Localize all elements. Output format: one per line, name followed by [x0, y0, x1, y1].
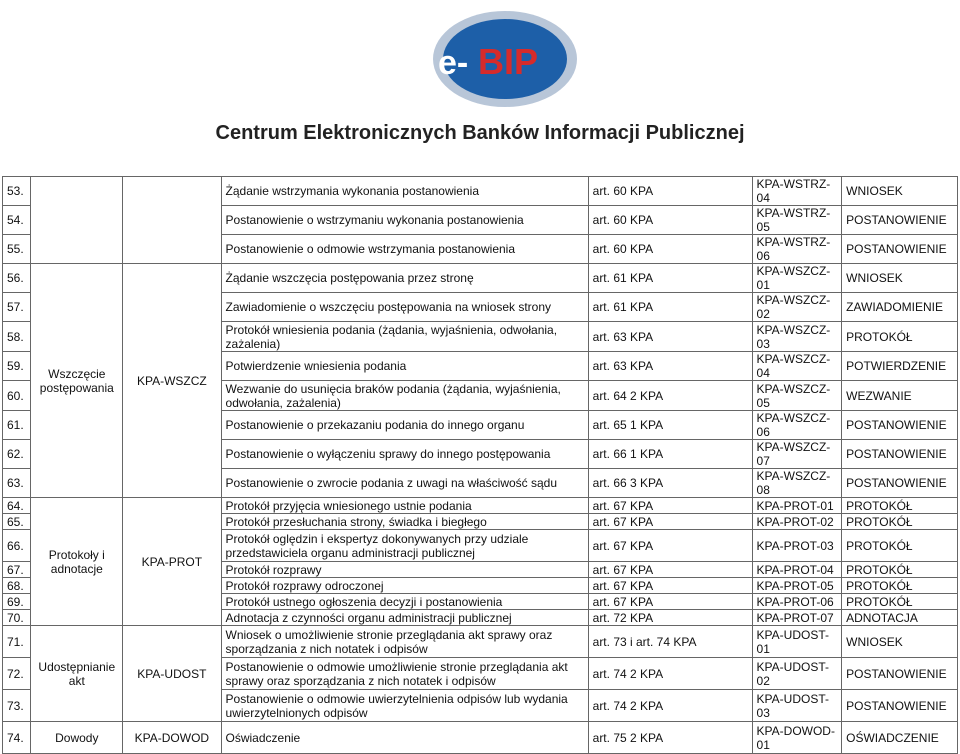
row-number: 70.	[3, 610, 31, 626]
row-code: KPA-PROT-07	[752, 610, 842, 626]
group-name: Udostępnianie akt	[31, 626, 123, 722]
row-article: art. 63 KPA	[588, 352, 752, 381]
row-description: Postanowienie o wyłączeniu sprawy do innego postępowania	[221, 440, 588, 469]
table-row	[3, 722, 958, 754]
row-type: POSTANOWIENIE	[842, 690, 958, 722]
row-type: POSTANOWIENIE	[842, 658, 958, 690]
group-code: KPA-WSZCZ	[123, 264, 221, 498]
row-description: Protokół wniesienia podania (żądania, wyjaśnienia, odwołania, zażalenia)	[221, 322, 588, 352]
row-description: Postanowienie o odmowie uwierzytelnienia odpisów lub wydania uwierzytelnionych odpisów	[221, 690, 588, 722]
row-description: Protokół oględzin i ekspertyz dokonywanych przy udziale przedstawiciela organu administracji publicznej	[221, 530, 588, 562]
row-article: art. 74 2 KPA	[588, 690, 752, 722]
row-code: KPA-UDOST-01	[752, 626, 842, 658]
row-type: WNIOSEK	[842, 626, 958, 658]
row-number: 66.	[3, 530, 31, 562]
row-article: art. 66 1 KPA	[588, 440, 752, 469]
row-type: POSTANOWIENIE	[842, 411, 958, 440]
row-number: 57.	[3, 293, 31, 322]
row-type: PROTOKÓŁ	[842, 322, 958, 352]
row-type: PROTOKÓŁ	[842, 578, 958, 594]
row-code: KPA-WSZCZ-02	[752, 293, 842, 322]
row-number: 74.	[3, 722, 31, 754]
row-number: 62.	[3, 440, 31, 469]
row-description: Postanowienie o odmowie umożliwienie stronie przeglądania akt sprawy oraz sporządzania z nich notatek i odpisów	[221, 658, 588, 690]
row-number: 65.	[3, 514, 31, 530]
group-name: Protokoły i adnotacje	[31, 498, 123, 626]
row-code: KPA-WSTRZ-05	[752, 206, 842, 235]
row-number: 67.	[3, 562, 31, 578]
row-description: Protokół rozprawy	[221, 562, 588, 578]
row-article: art. 74 2 KPA	[588, 658, 752, 690]
row-code: KPA-WSTRZ-04	[752, 177, 842, 206]
row-article: art. 67 KPA	[588, 578, 752, 594]
row-type: POSTANOWIENIE	[842, 440, 958, 469]
row-description: Protokół przyjęcia wniesionego ustnie podania	[221, 498, 588, 514]
row-code: KPA-DOWOD-01	[752, 722, 842, 754]
row-number: 68.	[3, 578, 31, 594]
row-code: KPA-PROT-02	[752, 514, 842, 530]
row-number: 60.	[3, 381, 31, 411]
row-code: KPA-WSZCZ-05	[752, 381, 842, 411]
svg-text:e-: e-	[438, 44, 469, 82]
row-article: art. 67 KPA	[588, 498, 752, 514]
row-article: art. 61 KPA	[588, 293, 752, 322]
row-description: Protokół przesłuchania strony, świadka i biegłego	[221, 514, 588, 530]
row-code: KPA-WSZCZ-06	[752, 411, 842, 440]
row-article: art. 73 i art. 74 KPA	[588, 626, 752, 658]
row-article: art. 61 KPA	[588, 264, 752, 293]
svg-text:BIP: BIP	[478, 41, 539, 82]
row-type: OŚWIADCZENIE	[842, 722, 958, 754]
row-description: Protokół rozprawy odroczonej	[221, 578, 588, 594]
group-code: KPA-PROT	[123, 498, 221, 626]
row-number: 56.	[3, 264, 31, 293]
row-article: art. 67 KPA	[588, 530, 752, 562]
row-article: art. 65 1 KPA	[588, 411, 752, 440]
row-number: 63.	[3, 469, 31, 498]
page-header	[0, 0, 960, 170]
ebip-logo	[420, 4, 590, 114]
row-code: KPA-WSZCZ-03	[752, 322, 842, 352]
row-code: KPA-UDOST-02	[752, 658, 842, 690]
row-article: art. 67 KPA	[588, 514, 752, 530]
row-code: KPA-WSTRZ-06	[752, 235, 842, 264]
row-type: POSTANOWIENIE	[842, 469, 958, 498]
row-type: ADNOTACJA	[842, 610, 958, 626]
row-article: art. 64 2 KPA	[588, 381, 752, 411]
row-number: 53.	[3, 177, 31, 206]
row-article: art. 75 2 KPA	[588, 722, 752, 754]
table-row	[3, 626, 958, 658]
row-code: KPA-PROT-03	[752, 530, 842, 562]
group-code: KPA-DOWOD	[123, 722, 221, 754]
table-row	[3, 177, 958, 206]
group-code-cell	[123, 177, 221, 264]
row-article: art. 66 3 KPA	[588, 469, 752, 498]
row-number: 64.	[3, 498, 31, 514]
row-description: Adnotacja z czynności organu administracji publicznej	[221, 610, 588, 626]
row-number: 59.	[3, 352, 31, 381]
row-type: WNIOSEK	[842, 264, 958, 293]
row-type: PROTOKÓŁ	[842, 594, 958, 610]
page-subtitle: Centrum Elektronicznych Banków Informacji Publicznej	[215, 122, 745, 144]
row-type: POTWIERDZENIE	[842, 352, 958, 381]
row-description: Oświadczenie	[221, 722, 588, 754]
row-type: PROTOKÓŁ	[842, 514, 958, 530]
group-code: KPA-UDOST	[123, 626, 221, 722]
row-type: PROTOKÓŁ	[842, 498, 958, 514]
row-description: Postanowienie o odmowie wstrzymania postanowienia	[221, 235, 588, 264]
row-description: Postanowienie o przekazaniu podania do innego organu	[221, 411, 588, 440]
row-type: PROTOKÓŁ	[842, 530, 958, 562]
document-table	[2, 176, 958, 754]
row-article: art. 63 KPA	[588, 322, 752, 352]
row-type: ZAWIADOMIENIE	[842, 293, 958, 322]
row-article: art. 72 KPA	[588, 610, 752, 626]
row-description: Potwierdzenie wniesienia podania	[221, 352, 588, 381]
row-number: 61.	[3, 411, 31, 440]
row-code: KPA-PROT-06	[752, 594, 842, 610]
row-number: 58.	[3, 322, 31, 352]
group-name: Wszczęcie postępowania	[31, 264, 123, 498]
row-code: KPA-UDOST-03	[752, 690, 842, 722]
group-name: Dowody	[31, 722, 123, 754]
row-description: Postanowienie o wstrzymaniu wykonania postanowienia	[221, 206, 588, 235]
row-number: 73.	[3, 690, 31, 722]
row-code: KPA-WSZCZ-04	[752, 352, 842, 381]
row-number: 71.	[3, 626, 31, 658]
row-type: POSTANOWIENIE	[842, 206, 958, 235]
row-type: WNIOSEK	[842, 177, 958, 206]
row-description: Protokół ustnego ogłoszenia decyzji i postanowienia	[221, 594, 588, 610]
row-description: Żądanie wstrzymania wykonania postanowienia	[221, 177, 588, 206]
row-number: 72.	[3, 658, 31, 690]
row-type: WEZWANIE	[842, 381, 958, 411]
row-article: art. 67 KPA	[588, 594, 752, 610]
group-cell	[31, 177, 123, 264]
row-type: PROTOKÓŁ	[842, 562, 958, 578]
row-description: Postanowienie o zwrocie podania z uwagi na właściwość sądu	[221, 469, 588, 498]
row-code: KPA-PROT-01	[752, 498, 842, 514]
row-description: Żądanie wszczęcia postępowania przez stronę	[221, 264, 588, 293]
row-type: POSTANOWIENIE	[842, 235, 958, 264]
row-article: art. 67 KPA	[588, 562, 752, 578]
table-row	[3, 264, 958, 293]
row-description: Zawiadomienie o wszczęciu postępowania na wniosek strony	[221, 293, 588, 322]
row-article: art. 60 KPA	[588, 177, 752, 206]
row-number: 69.	[3, 594, 31, 610]
row-code: KPA-WSZCZ-07	[752, 440, 842, 469]
ebip-logo-icon	[420, 4, 590, 114]
row-code: KPA-PROT-05	[752, 578, 842, 594]
row-number: 54.	[3, 206, 31, 235]
row-number: 55.	[3, 235, 31, 264]
row-code: KPA-WSZCZ-01	[752, 264, 842, 293]
row-article: art. 60 KPA	[588, 206, 752, 235]
row-description: Wniosek o umożliwienie stronie przeglądania akt sprawy oraz sporządzania z nich notatek i odpisów	[221, 626, 588, 658]
row-code: KPA-PROT-04	[752, 562, 842, 578]
table-row	[3, 498, 958, 514]
row-code: KPA-WSZCZ-08	[752, 469, 842, 498]
row-article: art. 60 KPA	[588, 235, 752, 264]
row-description: Wezwanie do usunięcia braków podania (żądania, wyjaśnienia, odwołania, zażalenia)	[221, 381, 588, 411]
